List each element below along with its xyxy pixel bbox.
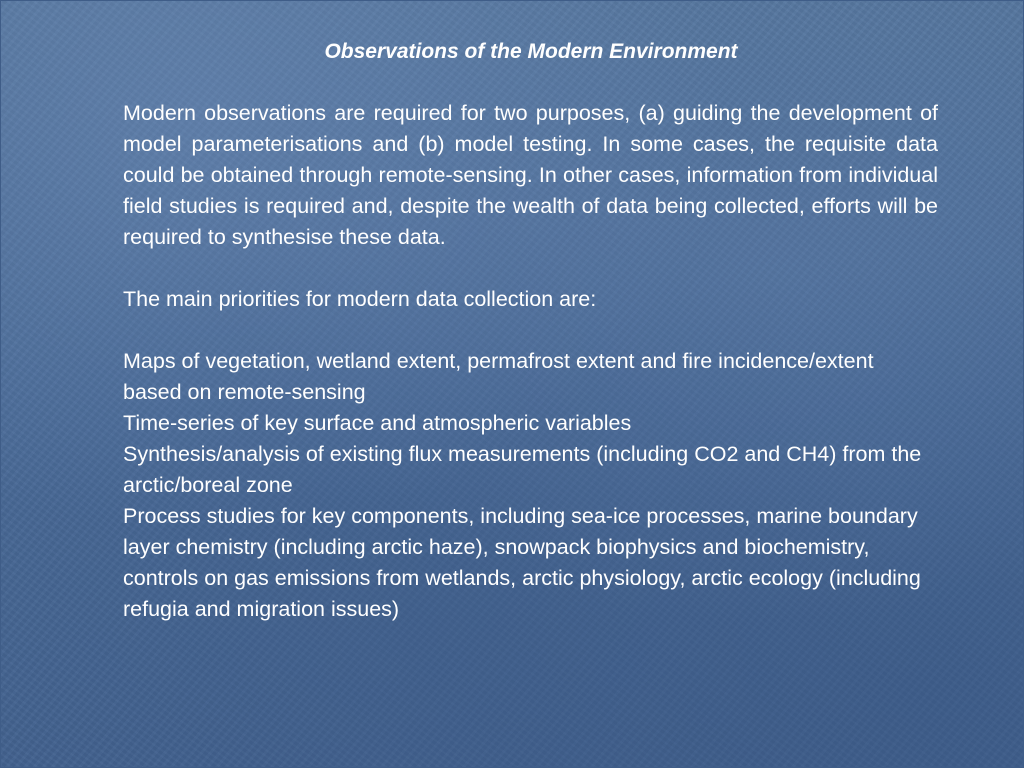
- priority-item-flux-synthesis: Synthesis/analysis of existing flux measurements (including CO2 and CH4) from the arctic/boreal zone: [123, 442, 922, 497]
- priority-item-process-studies: Process studies for key components, including sea-ice processes, marine boundary layer chemistry (including arctic haze), snowpack biophysics and biochemistry, controls on gas emissions from wetlands, arctic physiology, arctic ecology (including refugia and migration issues): [123, 504, 921, 621]
- intro-paragraph: Modern observations are required for two purposes, (a) guiding the development of model parameterisations and (b) model testing. In some cases, the requisite data could be obtained through remote-sensing. In other cases, information from individual field studies is required and, despite the wealth of data being collected, efforts will be required to synthesise these data.: [123, 101, 938, 249]
- slide-title: Observations of the Modern Environment: [324, 40, 738, 63]
- priority-item-time-series: Time-series of key surface and atmospheric variables: [123, 411, 632, 435]
- priorities-heading: The main priorities for modern data collection are:: [123, 287, 597, 311]
- spacer: [123, 315, 938, 346]
- spacer: [123, 253, 938, 284]
- slide-body: [123, 98, 938, 625]
- priority-item-maps: Maps of vegetation, wetland extent, permafrost extent and fire incidence/extent based on remote-sensing: [123, 349, 874, 404]
- priorities-list: [123, 346, 938, 625]
